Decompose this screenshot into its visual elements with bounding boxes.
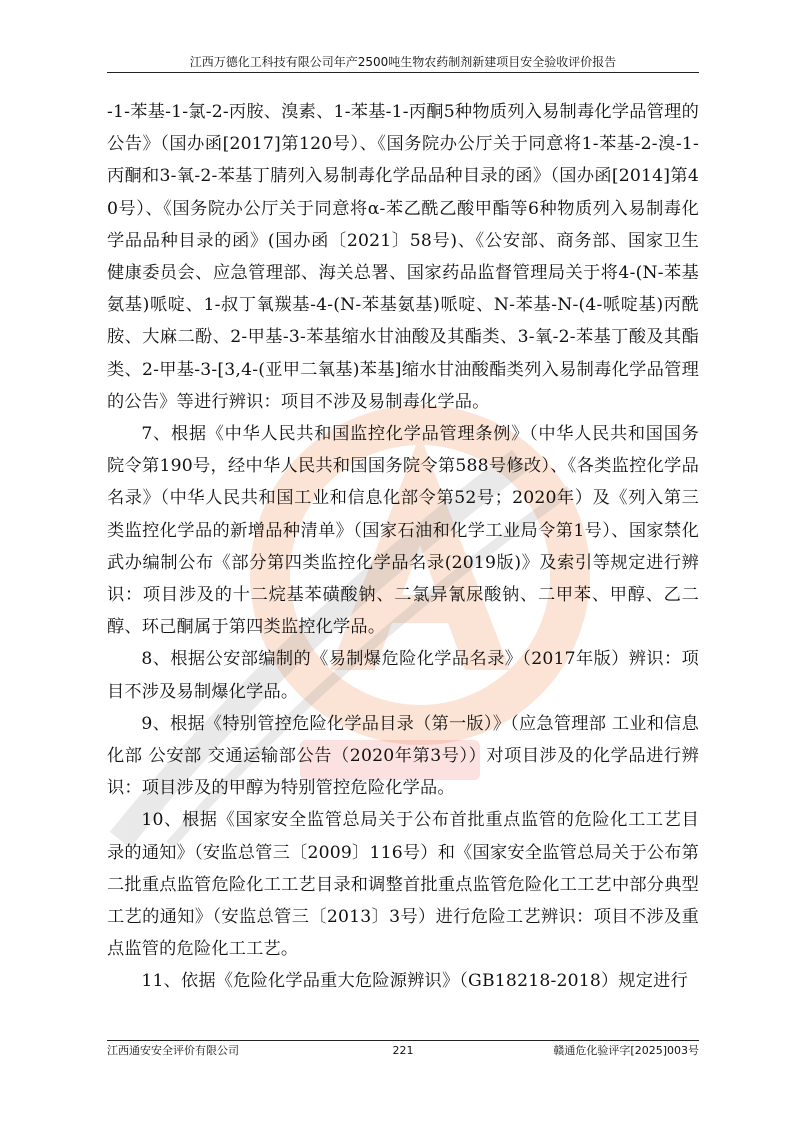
page-number: 221 xyxy=(392,1044,414,1057)
paragraph-item-8: 8、根据公安部编制的《易制爆危险化学品名录》（2017年版）辨识：项目不涉及易制爆化学品。 xyxy=(107,649,699,702)
paragraph-item-10: 10、根据《国家安全监管总局关于公布首批重点监管的危险化工工艺目录的通知》（安监总管三〔2009〕116号）和《国家安全监管总局关于公布第二批重点监管危险化工工艺目录和调整首批重点监管危险化工工艺中部分典型工艺的通知》（安监总管三〔2013〕3号）进行危险工艺辨识：项目不涉及重点监管的危险化工工艺。 xyxy=(107,810,699,960)
paragraph-item-9: 9、根据《特别管控危险化学品目录（第一版）》（应急管理部 工业和信息化部 公安部 交通运输部公告（2020年第3号））对项目涉及的化学品进行辨识：项目涉及的甲醇为特别管控危险化学品。 xyxy=(107,713,699,799)
paragraph-continuation: -1-苯基-1-氯-2-丙胺、溴素、1-苯基-1-丙酮5种物质列入易制毒化学品管理的公告》（国办函[2017]第120号）、《国务院办公厅关于同意将1-苯基-2-溴-1-丙酮和3-氧-2-苯基丁腈列入易制毒化学品品种目录的函》（国办函[2014]第40号）、《国务院办公厅关于同意将α-苯乙酰乙酸甲酯等6种物质列入易制毒化学品品种目录的函》(国办函〔2021〕58号)、《公安部、商务部、国家卫生健康委员会、应急管理部、海关总署、国家药品监督管理局关于将4-(N-苯基氨基)哌啶、1-叔丁氧羰基-4-(N-苯基氨基)哌啶、N-苯基-N-(4-哌啶基)丙酰胺、大麻二酚、2-甲基-3-苯基缩水甘油酸及其酯类、3-氧-2-苯基丁酸及其酯类、2-甲基-3-[3,4-(亚甲二氧基)苯基]缩水甘油酸酯类列入易制毒化学品管理的公告》等进行辨识：项目不涉及易制毒化学品。 xyxy=(107,102,699,412)
document-body xyxy=(107,96,699,998)
footer-company-name: 江西通安安全评价有限公司 xyxy=(107,1044,239,1057)
document-number: 赣通危化验评字[2025]003号 xyxy=(553,1044,699,1057)
report-title: 江西万德化工科技有限公司年产2500吨生物农药制剂新建项目安全验收评价报告 xyxy=(189,55,617,69)
page-footer xyxy=(107,1040,699,1059)
page-header xyxy=(107,54,699,73)
paragraph-item-7: 7、根据《中华人民共和国监控化学品管理条例》（中华人民共和国国务院令第190号，经中华人民共和国国务院令第588号修改）、《各类监控化学品名录》（中华人民共和国工业和信息化部令第52号；2020年）及《列入第三类监控化学品的新增品种清单》（国家石油和化学工业局令第1号）、国家禁化武办编制公布《部分第四类监控化学品名录(2019版)》及索引等规定进行辨识：项目涉及的十二烷基苯磺酸钠、二氯异氰尿酸钠、二甲苯、甲醇、乙二醇、环己酮属于第四类监控化学品。 xyxy=(107,424,699,638)
paragraph-item-11: 11、依据《危险化学品重大危险源辨识》（GB18218-2018）规定进行 xyxy=(141,971,688,992)
